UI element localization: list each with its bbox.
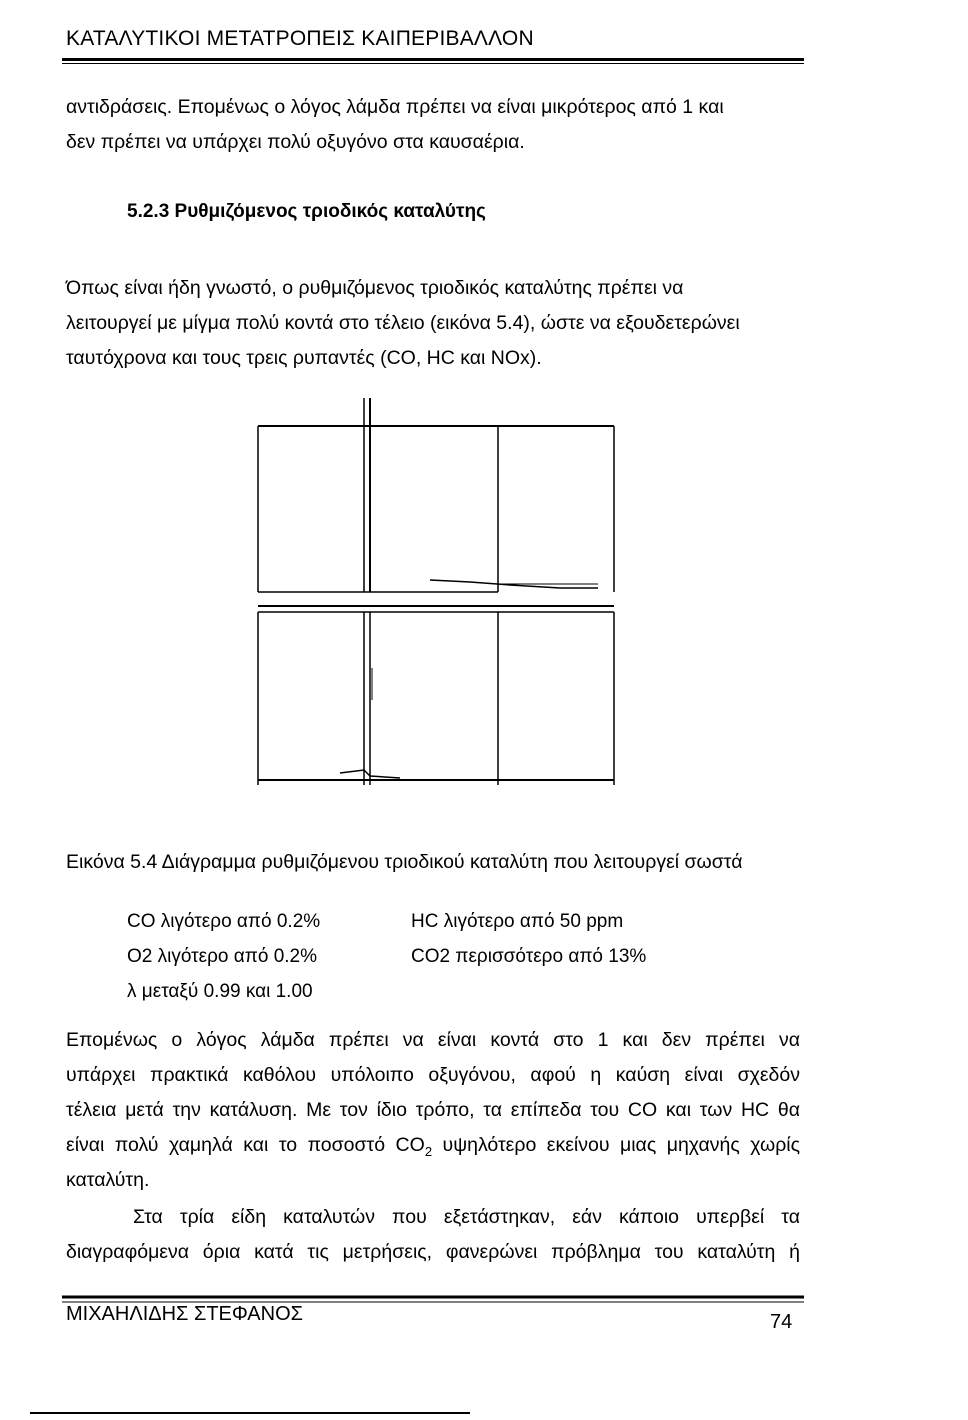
paragraph2-line-4-post: υψηλότερο εκείνου μιας μηχανής χωρίς bbox=[432, 1134, 801, 1156]
paragraph2-line-2: υπάρχει πρακτικά καθόλου υπόλοιπο οξυγόνου, αφού η καύση είναι σχεδόν bbox=[66, 1064, 800, 1086]
paragraph1-line-1: Όπως είναι ήδη γνωστό, ο ρυθμιζόμενος τριοδικός καταλύτης πρέπει να bbox=[66, 277, 684, 299]
paragraph2-line-4-pre: είναι πολύ χαμηλά και το ποσοστό CO bbox=[66, 1134, 425, 1156]
page-number: 74 bbox=[770, 1311, 793, 1333]
paragraph2-line-5: καταλύτη. bbox=[66, 1169, 150, 1191]
paragraph2-line-3: τέλεια μετά την κατάλυση. Με τον ίδιο τρόπο, τα επίπεδα του CO και των HC θα bbox=[66, 1099, 800, 1121]
intro-line-2: δεν πρέπει να υπάρχει πολύ οξυγόνο στα καυσαέρια. bbox=[66, 131, 525, 153]
paragraph3-line-1: Στα τρία είδη καταλυτών που εξετάστηκαν, εάν κάποιο υπερβεί τα bbox=[133, 1206, 800, 1228]
paragraph1-line-2: λειτουργεί με μίγμα πολύ κοντά στο τέλειο (εικόνα 5.4), ώστε να εξουδετερώνει bbox=[66, 312, 740, 334]
spec-co: CO λιγότερο από 0.2% bbox=[127, 911, 321, 932]
section-heading: 5.2.3 Ρυθμιζόμενος τριοδικός καταλύτης bbox=[127, 201, 486, 222]
spec-o2: O2 λιγότερο από 0.2% bbox=[127, 946, 318, 967]
intro-line-1: αντιδράσεις. Επομένως ο λόγος λάμδα πρέπει να είναι μικρότερος από 1 και bbox=[66, 96, 724, 118]
spec-hc: HC λιγότερο από 50 ppm bbox=[411, 911, 624, 932]
paragraph2-line-4 bbox=[66, 1133, 800, 1164]
figure-caption: Εικόνα 5.4 Διάγραμμα ρυθμιζόμενου τριοδικού καταλύτη που λειτουργεί σωστά bbox=[66, 851, 743, 873]
paragraph1-line-3: ταυτόχρονα και τους τρεις ρυπαντές (CO, HC και NOx). bbox=[66, 347, 542, 369]
running-header: ΚΑΤΑΛΥΤΙΚΟΙ ΜΕΤΑΤΡΟΠΕΙΣ ΚΑΙΠΕΡΙΒΑΛΛΟΝ bbox=[66, 27, 534, 50]
paragraph2-line-1: Επομένως ο λόγος λάμδα πρέπει να είναι κοντά στο 1 και δεν πρέπει να bbox=[66, 1029, 800, 1051]
footer-author: ΜΙΧΑΗΛΙΔΗΣ ΣΤΕΦΑΝΟΣ bbox=[66, 1303, 303, 1325]
spec-co2: CO2 περισσότερο από 13% bbox=[411, 946, 647, 967]
paragraph3-line-2: διαγραφόμενα όρια κατά τις μετρήσεις, φανερώνει πρόβλημα του καταλύτη ή bbox=[66, 1241, 800, 1263]
spec-lambda: λ μεταξύ 0.99 και 1.00 bbox=[127, 981, 313, 1002]
co2-subscript: 2 bbox=[424, 1143, 433, 1159]
